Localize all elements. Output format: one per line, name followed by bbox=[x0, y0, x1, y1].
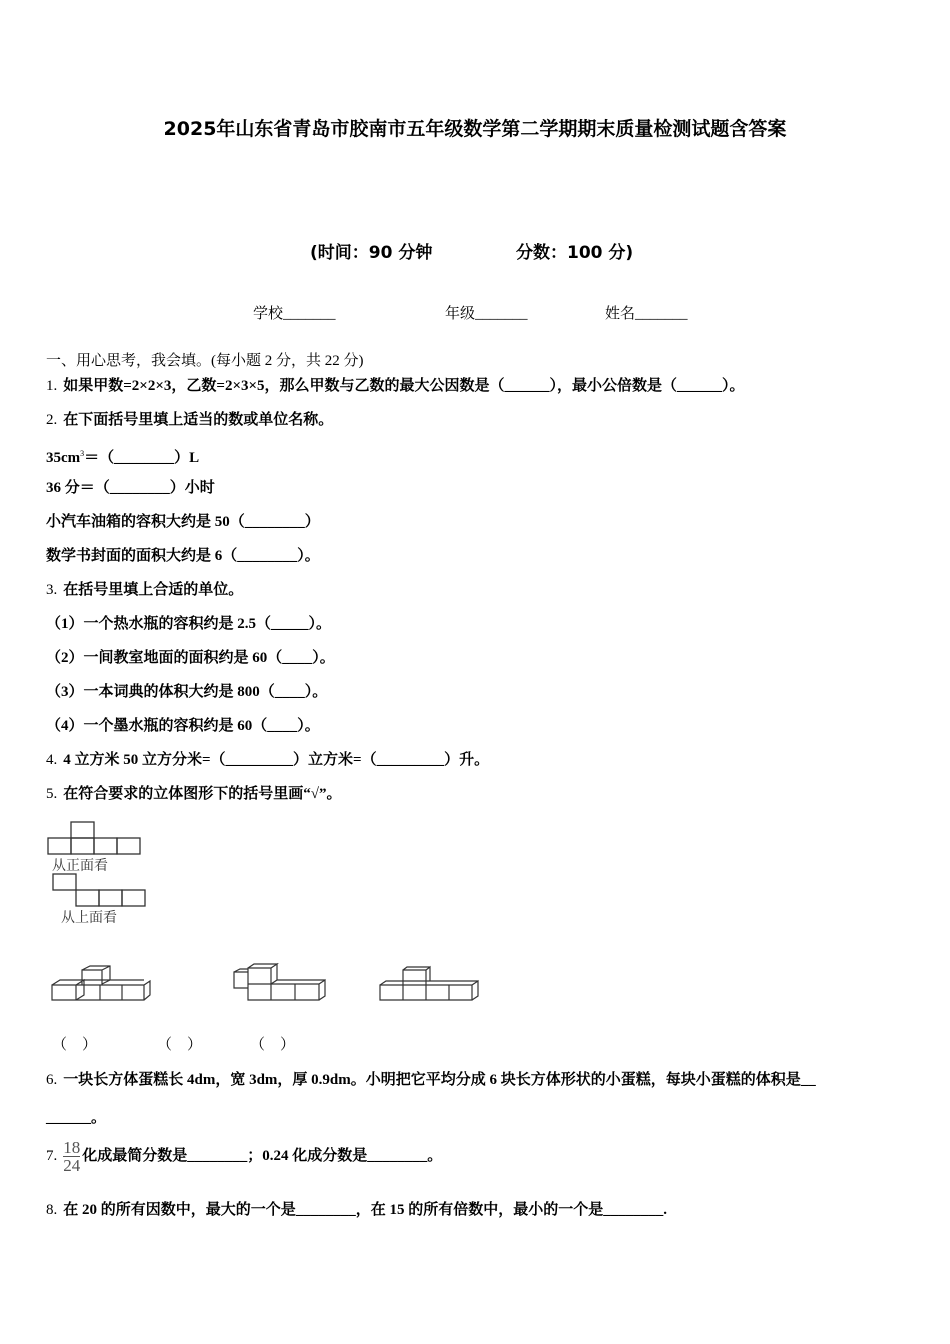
question-4: 4. 4 立方米 50 立方分米=（_________）立方米=（_________）升。 bbox=[46, 752, 490, 768]
fraction: $\frac{18}{24}$ bbox=[63, 1138, 81, 1176]
answer-paren-a[interactable]: （ ） bbox=[52, 1037, 98, 1053]
question-3: 3. 在括号里填上合适的单位。 bbox=[46, 582, 244, 598]
question-5: 5. 在符合要求的立体图形下的括号里画“√”。 bbox=[46, 786, 342, 802]
answer-paren-c[interactable]: （ ） bbox=[250, 1037, 296, 1053]
q2-item-c: 小汽车油箱的容积大约是 50（________） bbox=[46, 514, 320, 530]
exam-score: 分数：100 分) bbox=[516, 243, 634, 263]
solid-figures bbox=[46, 955, 486, 1005]
q2-item-d: 数学书封面的面积大约是 6（________）。 bbox=[46, 548, 320, 564]
page-title: 2025年山东省青岛市胶南市五年级数学第二学期期末质量检测试题含答案 bbox=[163, 118, 787, 140]
q2-item-a: $35cm^3=(\_\_\_\_\_\_\_\_)L$ bbox=[46, 449, 200, 466]
question-6-continued: ______。 bbox=[46, 1110, 107, 1126]
front-view-label: 从正面看 bbox=[52, 858, 108, 874]
solid-figure-b bbox=[234, 964, 325, 1000]
question-1: 1. 如果甲数=2×2×3，乙数=2×3×5，那么甲数与乙数的最大公因数是（______），最小公倍数是（______）。 bbox=[46, 378, 745, 394]
solid-figure-c bbox=[380, 967, 478, 1000]
q3-item: （1）一个热水瓶的容积约是 2.5（_____）。 bbox=[46, 616, 332, 632]
q3-item: （2）一间教室地面的面积约是 60（____）。 bbox=[46, 650, 335, 666]
question-8: 8. 在 20 的所有因数中，最大的一个是________，在 15 的所有倍数中，最小的一个是________. bbox=[46, 1202, 668, 1218]
section-heading: 一、用心思考，我会填。(每小题 2 分，共 22 分) bbox=[46, 353, 364, 369]
question-7: 7. $\frac{18}{24}$ 化成最简分数是________；0.24 化成分数是________。 bbox=[46, 1138, 443, 1176]
answer-paren-b[interactable]: （ ） bbox=[157, 1037, 203, 1053]
q2-item-b: 36 分＝（________）小时 bbox=[46, 480, 215, 496]
q3-item: （4）一个墨水瓶的容积约是 60（____）。 bbox=[46, 718, 320, 734]
grade-field: 年级_______ bbox=[445, 306, 528, 322]
question-2: 2. 在下面括号里填上适当的数或单位名称。 bbox=[46, 412, 334, 428]
name-field: 姓名_______ bbox=[605, 306, 688, 322]
school-field: 学校_______ bbox=[253, 306, 336, 322]
question-6: 6. 一块长方体蛋糕长 4dm，宽 3dm，厚 0.9dm。小明把它平均分成 6 块长方体形状的小蛋糕，每块小蛋糕的体积是__ bbox=[46, 1072, 816, 1088]
solid-figure-a bbox=[52, 966, 150, 1000]
q3-item: （3）一本词典的体积大约是 800（____）。 bbox=[46, 684, 328, 700]
top-view-label: 从上面看 bbox=[61, 910, 117, 926]
exam-time: (时间：90 分钟 bbox=[310, 243, 433, 263]
